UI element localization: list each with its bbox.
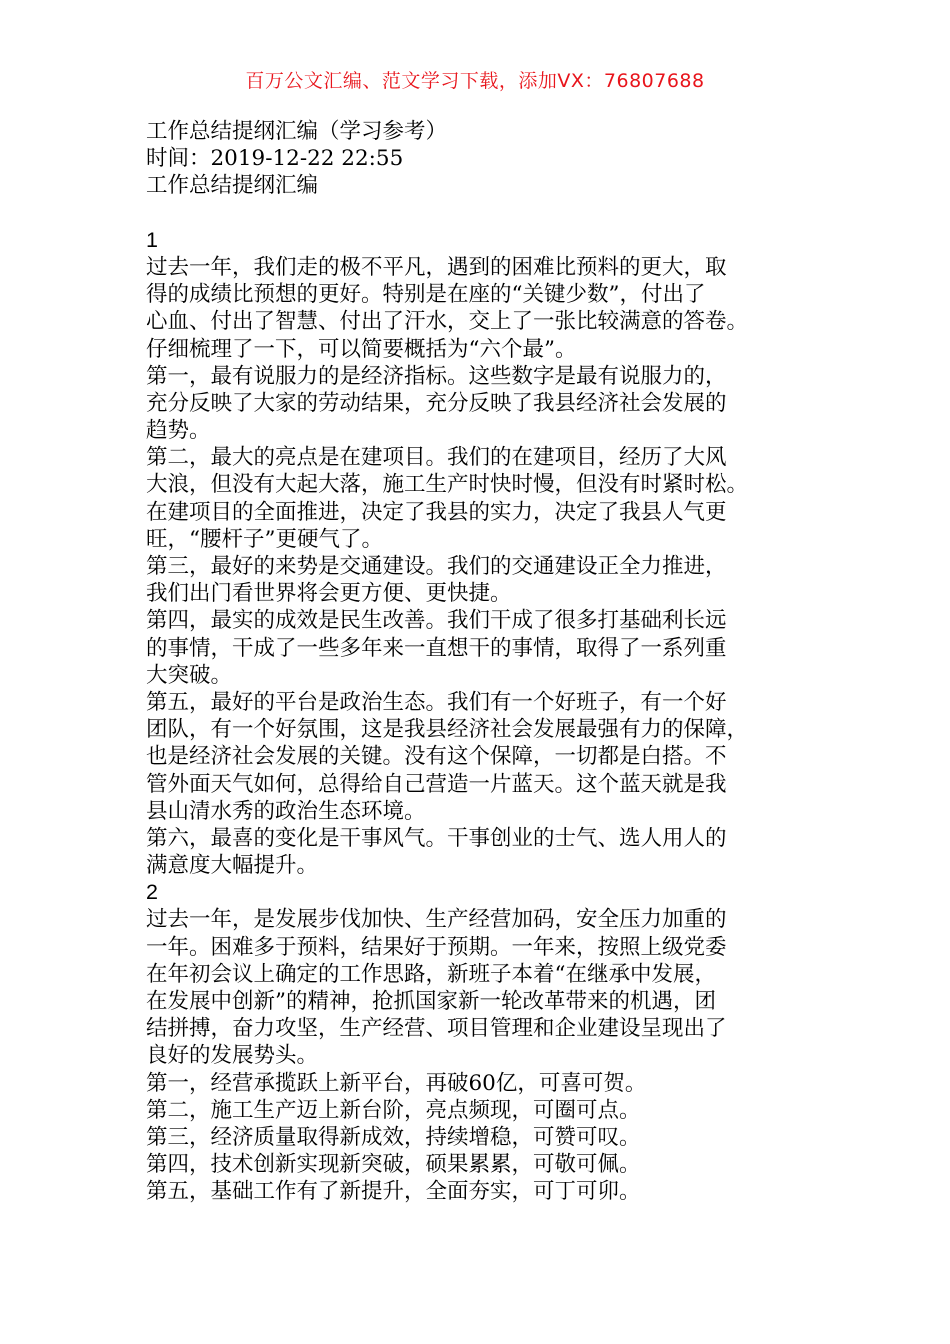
text-line: 得的成绩比预想的更好。特别是在座的“关键少数”，付出了 bbox=[146, 282, 706, 308]
text-line: 大突破。 bbox=[146, 662, 233, 688]
text-line: 第二，施工生产迈上新台阶，亮点频现，可圈可点。 bbox=[146, 1097, 641, 1123]
text-line: 团队，有一个好氛围，这是我县经济社会发展最强有力的保障， bbox=[146, 717, 749, 743]
section-number: 2 bbox=[146, 880, 158, 905]
text-line: 过去一年，是发展步伐加快、生产经营加码，安全压力加重的 bbox=[146, 907, 727, 933]
text-line: 的事情，干成了一些多年来一直想干的事情，取得了一系列重 bbox=[146, 635, 727, 661]
watermark-header: 百万公文汇编、范文学习下载，添加VX：76807688 bbox=[245, 70, 705, 92]
text-line: 满意度大幅提升。 bbox=[146, 853, 319, 879]
text-line: 在年初会议上确定的工作思路，新班子本着“在继承中发展， bbox=[146, 961, 716, 987]
text-line: 良好的发展势头。 bbox=[146, 1043, 319, 1069]
text-line: 一年。困难多于预料，结果好于预期。一年来，按照上级党委 bbox=[146, 934, 727, 960]
text-line: 结拼搏，奋力攻坚，生产经营、项目管理和企业建设呈现出了 bbox=[146, 1016, 727, 1042]
text-line: 也是经济社会发展的关键。没有这个保障，一切都是白搭。不 bbox=[146, 744, 727, 770]
text-line: 第五，基础工作有了新提升，全面夯实，可丁可卯。 bbox=[146, 1179, 641, 1205]
document-subtitle: 工作总结提纲汇编 bbox=[146, 173, 319, 199]
text-line: 第四，技术创新实现新突破，硕果累累，可敬可佩。 bbox=[146, 1152, 641, 1178]
section-2-paragraphs bbox=[146, 906, 826, 1205]
text-line: 我们出门看世界将会更方便、更快捷。 bbox=[146, 581, 512, 607]
text-line: 第二，最大的亮点是在建项目。我们的在建项目，经历了大风 bbox=[146, 445, 727, 471]
text-line: 第一，最有说服力的是经济指标。这些数字是最有说服力的， bbox=[146, 363, 727, 389]
text-line: 仔细梳理了一下，可以简要概括为“六个最”。 bbox=[146, 336, 577, 362]
text-line: 第三，最好的来势是交通建设。我们的交通建设正全力推进， bbox=[146, 554, 727, 579]
text-line: 县山清水秀的政治生态环境。 bbox=[146, 798, 426, 824]
text-line: 第四，最实的成效是民生改善。我们干成了很多打基础利长远 bbox=[146, 608, 727, 634]
text-line: 大浪，但没有大起大落，施工生产时快时慢，但没有时紧时松。 bbox=[146, 472, 749, 498]
text-line: 心血、付出了智慧、付出了汗水，交上了一张比较满意的答卷。 bbox=[146, 309, 749, 335]
text-line: 管外面天气如何，总得给自己营造一片蓝天。这个蓝天就是我 bbox=[146, 771, 727, 797]
document-title: 工作总结提纲汇编（学习参考） bbox=[146, 119, 448, 144]
text-line: 过去一年，我们走的极不平凡，遇到的困难比预料的更大，取 bbox=[146, 254, 727, 280]
section-1-paragraphs bbox=[146, 254, 826, 879]
text-line: 第五，最好的平台是政治生态。我们有一个好班子，有一个好 bbox=[146, 689, 727, 715]
text-line: 第六，最喜的变化是干事风气。干事创业的士气、选人用人的 bbox=[146, 825, 727, 851]
document-body bbox=[146, 118, 826, 1206]
text-line: 趋势。 bbox=[146, 418, 211, 444]
text-line: 第一，经营承揽跃上新平台，再破60亿，可喜可贺。 bbox=[146, 1070, 647, 1096]
text-line: 充分反映了大家的劳动结果，充分反映了我县经济社会发展的 bbox=[146, 390, 727, 416]
text-line: 在发展中创新”的精神，抢抓国家新一轮改革带来的机遇，团 bbox=[146, 989, 716, 1014]
document-time: 时间：2019-12-22 22:55 bbox=[146, 146, 404, 172]
section-number: 1 bbox=[146, 227, 158, 252]
text-line: 第三，经济质量取得新成效，持续增稳，可赞可叹。 bbox=[146, 1124, 641, 1150]
text-line: 在建项目的全面推进，决定了我县的实力，决定了我县人气更 bbox=[146, 499, 727, 525]
blank-line bbox=[146, 200, 826, 227]
text-line: 旺，“腰杆子”更硬气了。 bbox=[146, 526, 383, 552]
